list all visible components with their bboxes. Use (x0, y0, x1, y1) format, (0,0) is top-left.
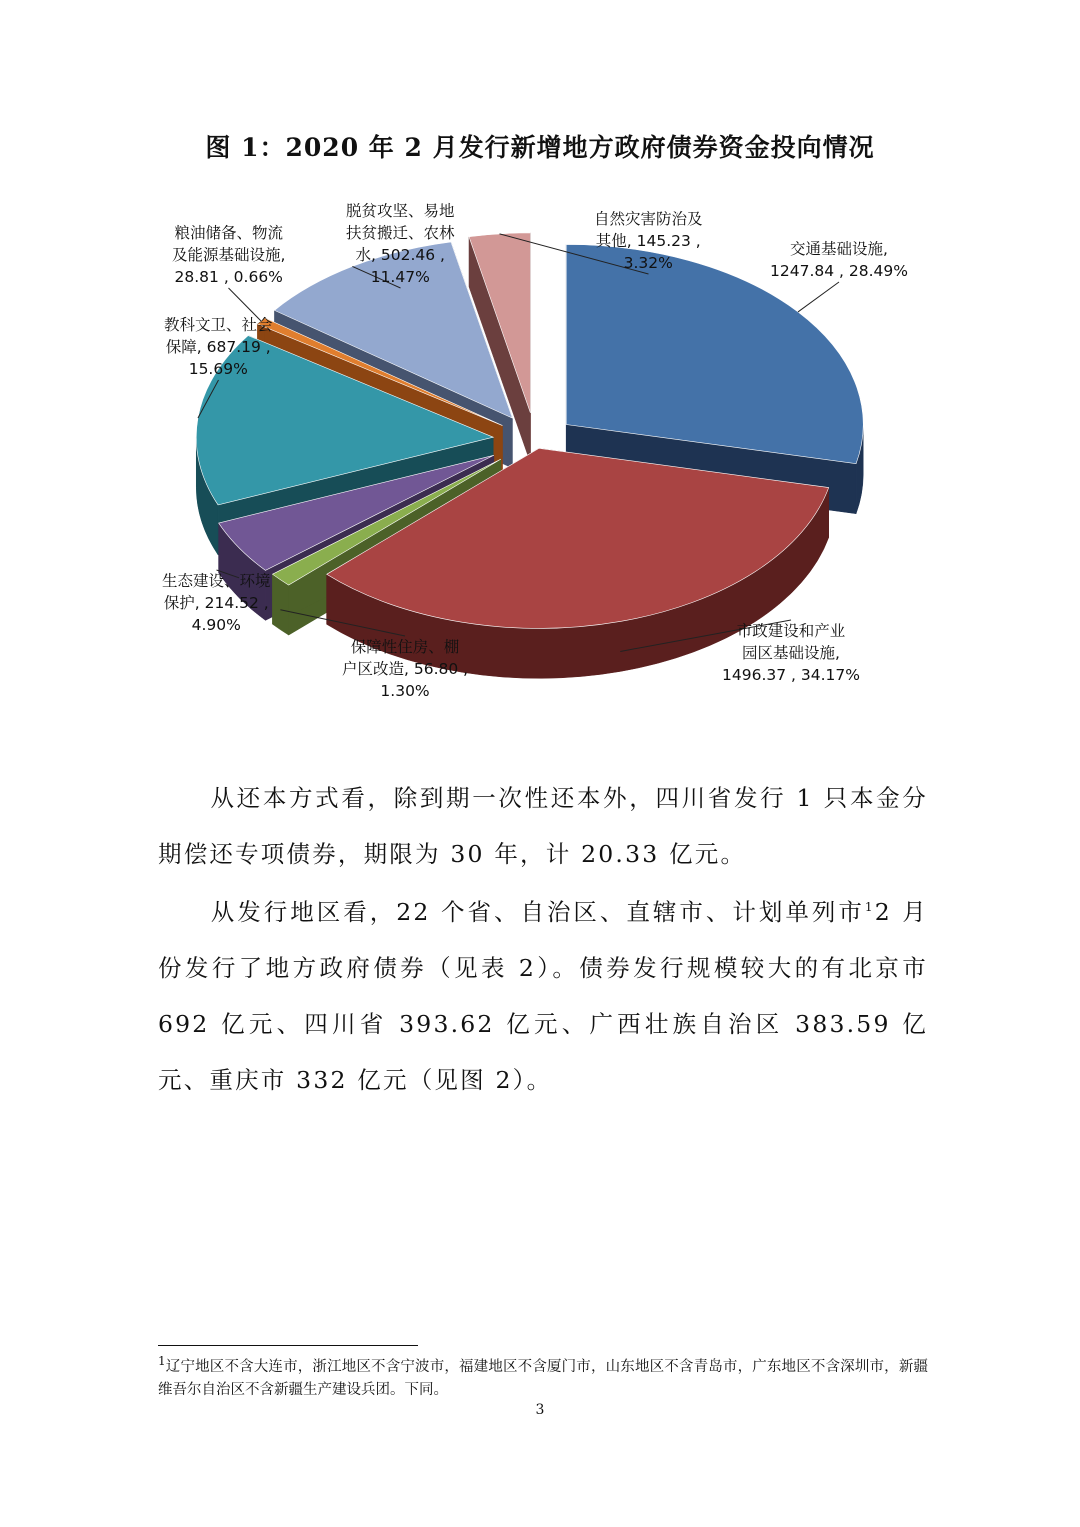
slice-label-ecology: 生态建设、环境 保护, 214.52 , 4.90% (162, 572, 271, 634)
slice-label-housing: 保障性住房、棚 户区改造, 56.80 , 1.30% (342, 638, 469, 700)
footnote-text: 辽宁地区不含大连市，浙江地区不含宁波市，福建地区不含厦门市，山东地区不含青岛市，广东地区不含深圳市，新疆维吾尔自治区不含新疆生产建设兵团。下同。 (158, 1359, 928, 1398)
paragraph-repayment (158, 770, 928, 882)
paragraph-regions (158, 884, 928, 1108)
slice-label-transport: 交通基础设施, 1247.84 , 28.49% (770, 240, 908, 280)
figure-title: 图 1：2020 年 2 月发行新增地方政府债券资金投向情况 (205, 133, 875, 162)
paragraph-repayment-text: 从还本方式看，除到期一次性还本外，四川省发行 1 只本金分期偿还专项债券，期限为 30 年，计 20.33 亿元。 (158, 784, 928, 868)
slice-label-disaster: 自然灾害防治及 其他, 145.23 , 3.32% (594, 210, 703, 272)
slice-label-education: 教科文卫、社会 保障, 687.19 , 15.69% (164, 316, 273, 378)
leader-line-transport (798, 282, 839, 312)
slice-label-grain: 粮油储备、物流 及能源基础设施, 28.81 , 0.66% (172, 224, 286, 286)
paragraph-regions-text-a: 从发行地区看，22 个省、自治区、直辖市、计划单列市 (210, 898, 865, 926)
slice-label-poverty: 脱贫攻坚、易地 扶贫搬迁、农林 水, 502.46 , 11.47% (346, 202, 455, 286)
page-number: 3 (535, 1402, 545, 1418)
footnote-divider (158, 1345, 418, 1346)
slice-label-municipal: 市政建设和产业 园区基础设施, 1496.37 , 34.17% (722, 622, 860, 684)
footnote-marker: 1 (158, 1354, 166, 1369)
footnote (158, 1356, 928, 1402)
paragraph-regions-text-b: 2 月份发行了地方政府债券（见表 2）。债券发行规模较大的有北京市 692 亿元、四川省 393.62 亿元、广西壮族自治区 383.59 亿元、重庆市 332 亿元（见图 2）。 (158, 898, 928, 1094)
footnote-reference[interactable]: 1 (864, 900, 875, 915)
pie-chart (0, 180, 1080, 720)
